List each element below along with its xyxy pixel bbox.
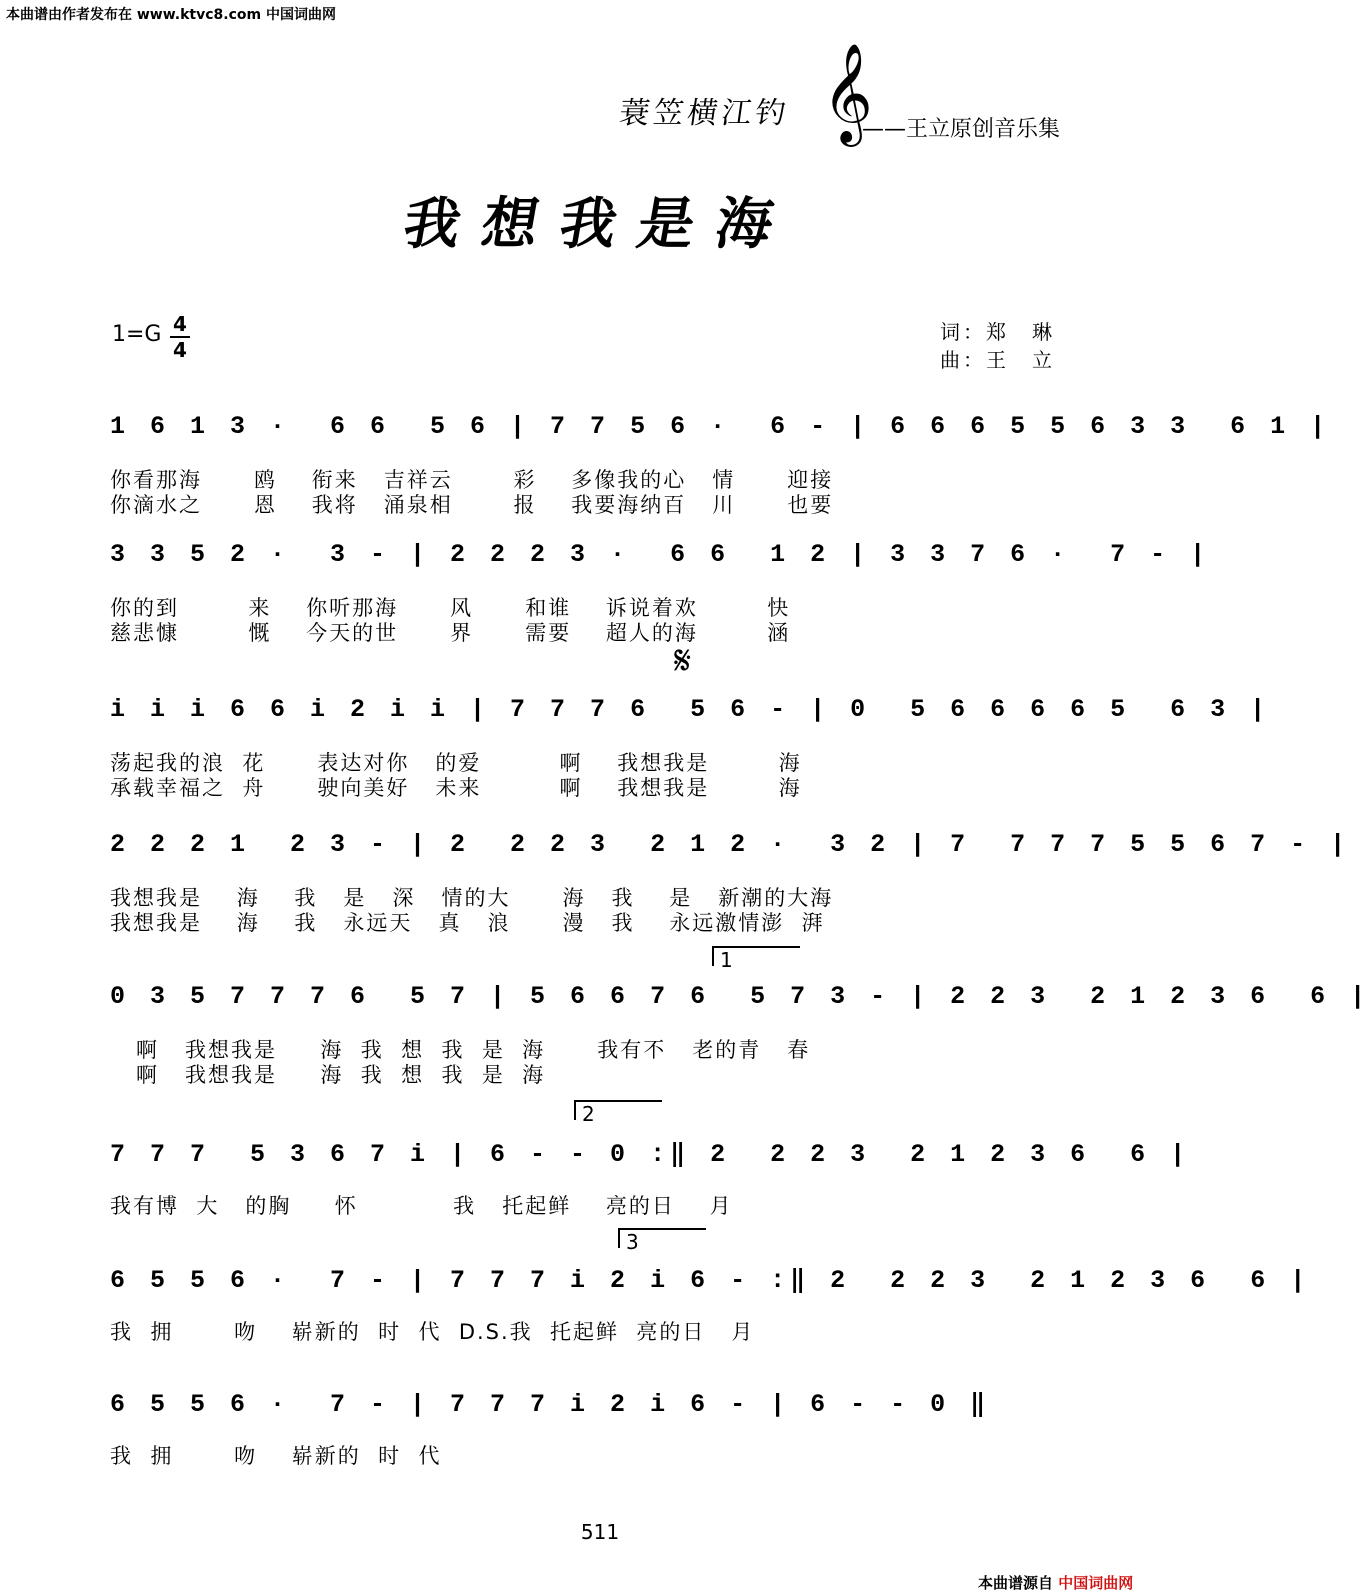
lyric-verse-2: 承载幸福之 舟 驶向美好 未来 啊 我想我是 海 — [110, 776, 802, 800]
notes-line: 2 2 2 1 2 3 - | 2 2 2 3 2 1 2 · 3 2 | 7 7 7 7 5 5 6 7 - | — [110, 830, 1351, 859]
score-row — [110, 1264, 1311, 1382]
lyric-verse-2: 啊 我想我是 海 我 想 我 是 海 — [110, 1063, 546, 1087]
volta-3: 3 — [618, 1228, 706, 1248]
series-name: 蓑笠横江钓 — [617, 96, 792, 131]
notes-line: 0 3 5 7 7 7 6 5 7 | 5 6 6 7 6 5 7 3 - | 2 2 3 2 1 2 3 6 6 | — [110, 982, 1370, 1011]
lyric-verse-2: 慈悲慷 慨 今天的世 界 需要 超人的海 涵 — [110, 621, 791, 645]
time-signature — [170, 312, 190, 362]
lyric-verse-1: 你看那海 鸥 衔来 吉祥云 彩 多像我的心 情 迎接 — [110, 468, 834, 492]
notes-line: i i i 6 6 i 2 i i | 7 7 7 6 5 6 - | 0 5 6 6 6 6 5 6 3 | — [110, 695, 1271, 724]
score-row — [110, 830, 1351, 948]
score-row — [110, 695, 1271, 813]
score-row — [110, 540, 1211, 658]
lyric-verse-1: 荡起我的浪 花 表达对你 的爱 啊 我想我是 海 — [110, 751, 802, 775]
notes-line: 7 7 7 5 3 6 7 i | 6 - - 0 :‖ 2 2 2 3 2 1 2 3 6 6 | — [110, 1140, 1191, 1169]
song-title: 我想我是海 — [398, 191, 801, 257]
lyric-verse-2: 你滴水之 恩 我将 涌泉相 报 我要海纳百 川 也要 — [110, 493, 834, 517]
lyric-verse-1: 我有博 大 的胸 怀 我 托起鲜 亮的日 月 — [110, 1194, 733, 1218]
lyric-verse-1: 啊 我想我是 海 我 想 我 是 海 我有不 老的青 春 — [110, 1038, 811, 1062]
segno-icon: 𝄋 — [674, 638, 692, 684]
score-row — [110, 412, 1331, 530]
notes-line: 3 3 5 2 · 3 - | 2 2 2 3 · 6 6 1 2 | 3 3 7 6 · 7 - | — [110, 540, 1211, 569]
bottom-watermark — [978, 1572, 1133, 1593]
lyric-verse-1: 我 拥 吻 崭新的 时 代 D.S.我 托起鲜 亮的日 月 — [110, 1320, 755, 1344]
treble-clef-icon: 𝄞 — [822, 43, 873, 143]
time-signature-top: 4 — [173, 312, 187, 336]
time-signature-bottom: 4 — [170, 336, 190, 362]
notes-line: 6 5 5 6 · 7 - | 7 7 7 i 2 i 6 - | 6 - - 0 ‖ — [110, 1390, 991, 1419]
composer-credit: 曲：王 立 — [940, 348, 1055, 372]
lyric-verse-2: 我想我是 海 我 永远天 真 浪 漫 我 永远激情澎 湃 — [110, 911, 825, 935]
bottom-watermark-text: 本曲谱源自 — [978, 1574, 1054, 1592]
series-subtitle: ——王立原创音乐集 — [862, 117, 1061, 142]
score-row — [110, 1138, 1191, 1256]
score-row — [110, 982, 1370, 1100]
top-watermark: 本曲谱由作者发布在 www.ktvc8.com 中国词曲网 — [6, 7, 336, 23]
lyricist-credit: 词：郑 琳 — [940, 320, 1055, 344]
volta-1: 1 — [712, 946, 800, 966]
key-signature: 1=G — [112, 322, 162, 347]
lyric-verse-1: 我 拥 吻 崭新的 时 代 — [110, 1444, 442, 1468]
bottom-watermark-site: 中国词曲网 — [1058, 1574, 1134, 1592]
notes-line: 1 6 1 3 · 6 6 5 6 | 7 7 5 6 · 6 - | 6 6 6 5 5 6 3 3 6 1 | — [110, 412, 1331, 441]
lyric-verse-1: 我想我是 海 我 是 深 情的大 海 我 是 新潮的大海 — [110, 886, 834, 910]
volta-2: 2 — [574, 1100, 662, 1120]
lyric-verse-1: 你的到 来 你听那海 风 和谁 诉说着欢 快 — [110, 596, 791, 620]
score-row — [110, 1388, 1070, 1506]
page-number: 511 — [580, 1520, 620, 1544]
notes-line: 6 5 5 6 · 7 - | 7 7 7 i 2 i 6 - :‖ 2 2 2 3 2 1 2 3 6 6 | — [110, 1266, 1311, 1295]
